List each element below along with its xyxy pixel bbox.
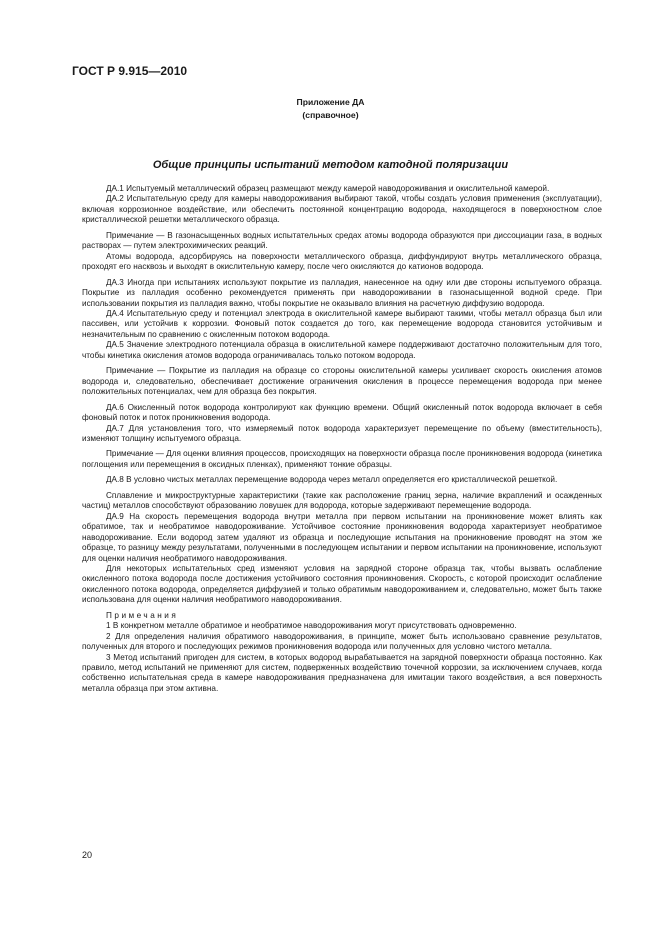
- section-title: Общие принципы испытаний методом катодной поляризации: [152, 159, 509, 171]
- paragraph: ДА.1 Испытуемый металлический образец размещают между камерой наводороживания и окислительной камерой.: [106, 184, 550, 193]
- paragraph: ДА.4 Испытательную среду и потенциал электрода в окислительной камере выбирают такими, чтобы металл образца был или пассивен, или устойчив к коррозии. Фоновый поток создается до того, как перемещение водорода становится устойчивым и незначительным по сравнению с окисленным потоком водорода.: [82, 308, 602, 339]
- notes-heading: Примечания: [106, 610, 179, 620]
- paragraph: Сплавление и микроструктурные характеристики (такие как расположение границ зерна, наличие вкраплений и осажденных частиц) металлов способствуют образованию ловушек для водорода, которые задерживают перемещение водорода.: [82, 490, 602, 511]
- paragraph: ДА.9 На скорость перемещения водорода внутри металла при первом испытании на проникновение может влиять как обратимое, так и необратимое наводороживание. Устойчивое состояние проникновения водорода характеризует необратимое наводороживание. Если водород затем удаляют из образца и последующие испытания на проникновение проводят на этом же образце, то разницу между результатами, полученными в последующем испытании и первом испытании на проникновение, используют для оценки наличия необратимого наводороживания.: [82, 511, 602, 563]
- paragraph: ДА.6 Окисленный поток водорода контролируют как функцию времени. Общий окисленный поток водорода включает в себя фоновый поток и поток проникновения водорода.: [82, 402, 602, 423]
- paragraph: ДА.5 Значение электродного потенциала образца в окислительной камере поддерживают достаточно положительным для того, чтобы кинетика окисления атомов водорода ограничивалась только потоком водорода.: [82, 340, 602, 360]
- document-body: [82, 184, 602, 694]
- paragraph: Для некоторых испытательных сред изменяют условия на зарядной стороне образца так, чтобы вызвать ослабление окисленного потока водорода после достижения устойчивого состояния проникновения. Скорость, с которой происходит ослабление окисленного потока водорода, определяется диффузией и только обратимым наводороживанием и, следовательно, может быть также использована для оценки наличия необратимого наводороживания.: [82, 563, 602, 605]
- appendix-note: (справочное): [302, 110, 359, 120]
- paragraph: ДА.3 Иногда при испытаниях используют покрытие из палладия, нанесенное на одну или две стороны испытуемого образца. Покрытие из палладия особенно рекомендуется применять при наводороживании в газонасыщенной водной среде. При использовании покрытия из палладия важно, чтобы покрытие не оказывало влияния на расчетную диффузию водорода.: [82, 277, 602, 308]
- note-paragraph: Примечание — Покрытие из палладия на образце со стороны окислительной камеры усиливает скорость окисления атомов водорода и, следовательно, обеспечивает достижение ограничения окисления в процессе перемещения водорода при менее положительных потенциалах, чем для образца без покрытия.: [82, 366, 602, 397]
- note-paragraph: Примечание — В газонасыщенных водных испытательных средах атомы водорода образуются при диссоциации газа, в водных растворах — путем электрохимических реакций.: [82, 230, 602, 251]
- standard-header: ГОСТ Р 9.915—2010: [72, 64, 188, 78]
- page-number: 20: [82, 850, 93, 860]
- paragraph: ДА.8 В условно чистых металлах перемещение водорода через металл определяется его кристаллической решеткой.: [106, 475, 558, 485]
- note-item: 2 Для определения наличия обратимого наводороживания, в принципе, может быть использовано сравнение результатов, полученных для второго и последующих режимов проникновения водорода или полученных для условно чистого металла.: [82, 631, 602, 652]
- note-item: 1 В конкретном металле обратимое и необратимое наводороживания могут присутствовать одновременно.: [106, 621, 517, 631]
- paragraph: ДА.2 Испытательную среду для камеры наводороживания выбирают такой, чтобы создать условия применения (эксплуатации), включая коррозионное воздействие, или обеспечить постоянной концентрацию водорода, находящегося в поверхностном слое кристаллической решетки металлического образца.: [82, 194, 602, 225]
- note-item: 3 Метод испытаний пригоден для систем, в которых водород вырабатывается на зарядной поверхности образца постоянно. Как правило, метод испытаний не применяют для систем, подверженных воздействию точечной коррозии, за исключением случаев, когда собственно испытательная среда в камере наводороживания предназначена для имитации такого воздействия, а вся поверхность металла образца при этом активна.: [82, 652, 602, 693]
- paragraph: ДА.7 Для установления того, что измеряемый поток водорода характеризует перемещение по объему (вместительность), изменяют толщину испытуемого образца.: [82, 423, 602, 443]
- appendix-title: Приложение ДА: [296, 97, 365, 107]
- note-paragraph: Примечание — Для оценки влияния процессов, происходящих на поверхности образца после проникновения водорода (кинетика поглощения или перемещения в оксидных пленках), применяют тонкие образцы.: [82, 449, 602, 469]
- paragraph: Атомы водорода, адсорбируясь на поверхности металлического образца, диффундируют внутрь металлического образца, проходят его насквозь и выходят в окислительную камеру, после чего окисляются до катионов водорода.: [82, 251, 602, 272]
